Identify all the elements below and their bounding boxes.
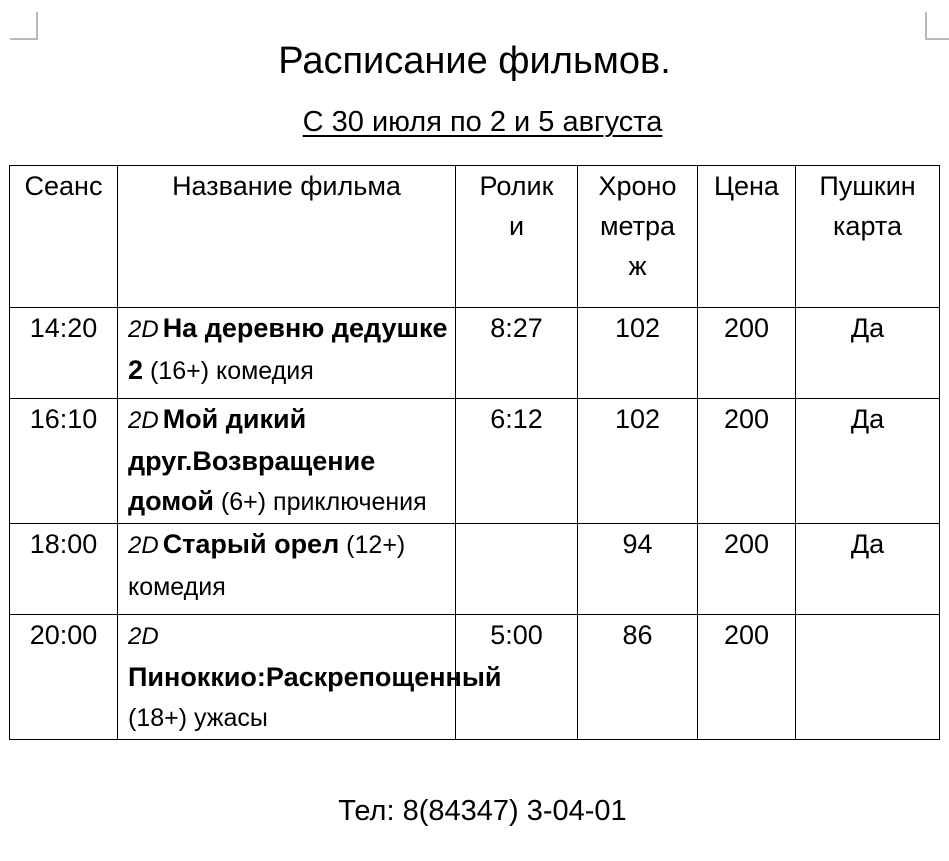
film-title: Старый орел <box>162 529 340 559</box>
format-label: 2D <box>128 316 159 343</box>
footer-phone: Тел: 8(84347) 3-04-01 <box>338 795 627 827</box>
session-time: 20:00 <box>10 615 118 740</box>
price-cell: 200 <box>698 524 796 615</box>
pushkin-cell: Да <box>796 524 940 615</box>
film-title: Мой дикий друг.Возвращение домой <box>128 404 376 516</box>
trailers-cell: 8:27 <box>456 308 578 399</box>
header-price: Цена <box>698 166 796 308</box>
film-cell <box>118 399 456 524</box>
header-runtime: Хроно метра ж <box>578 166 698 308</box>
film-details: (18+) ужасы <box>128 704 268 732</box>
runtime-cell: 102 <box>578 308 698 399</box>
table-row <box>10 308 940 399</box>
price-cell: 200 <box>698 399 796 524</box>
format-label: 2D <box>128 407 159 434</box>
table-header-row <box>10 166 940 308</box>
trailers-cell <box>456 524 578 615</box>
header-film: Название фильма <box>118 166 456 308</box>
film-cell <box>118 308 456 399</box>
trailers-cell: 6:12 <box>456 399 578 524</box>
trailers-cell: 5:00 <box>456 615 578 740</box>
page-title: Расписание фильмов. <box>278 40 671 82</box>
runtime-cell: 86 <box>578 615 698 740</box>
film-details: (6+) приключения <box>213 488 427 516</box>
header-trailers: Ролик и <box>456 166 578 308</box>
session-time: 18:00 <box>10 524 118 615</box>
format-label: 2D <box>128 532 159 559</box>
runtime-cell: 102 <box>578 399 698 524</box>
price-cell: 200 <box>698 308 796 399</box>
film-details: (12+) комедия <box>128 531 406 601</box>
film-details: (16+) комедия <box>143 357 314 385</box>
header-pushkin: Пушкин карта <box>796 166 940 308</box>
pushkin-cell: Да <box>796 399 940 524</box>
schedule-table <box>9 165 940 740</box>
pushkin-cell: Да <box>796 308 940 399</box>
session-time: 14:20 <box>10 308 118 399</box>
table-row <box>10 399 940 524</box>
film-cell <box>118 615 502 740</box>
table-row <box>10 615 940 740</box>
crop-mark-top-left <box>10 12 38 40</box>
price-cell: 200 <box>698 615 796 740</box>
film-title: Пиноккио:Раскрепощенный <box>128 662 502 692</box>
pushkin-cell <box>796 615 940 740</box>
session-time: 16:10 <box>10 399 118 524</box>
film-title: На деревню дедушке 2 <box>128 313 448 385</box>
crop-mark-top-right <box>925 12 949 40</box>
table-row <box>10 524 940 615</box>
runtime-cell: 94 <box>578 524 698 615</box>
format-label: 2D <box>128 623 159 650</box>
film-cell <box>118 524 456 615</box>
date-range-text: С 30 июля по 2 и 5 августа <box>302 106 663 138</box>
date-range-subtitle <box>0 104 949 140</box>
header-session: Сеанс <box>10 166 118 308</box>
